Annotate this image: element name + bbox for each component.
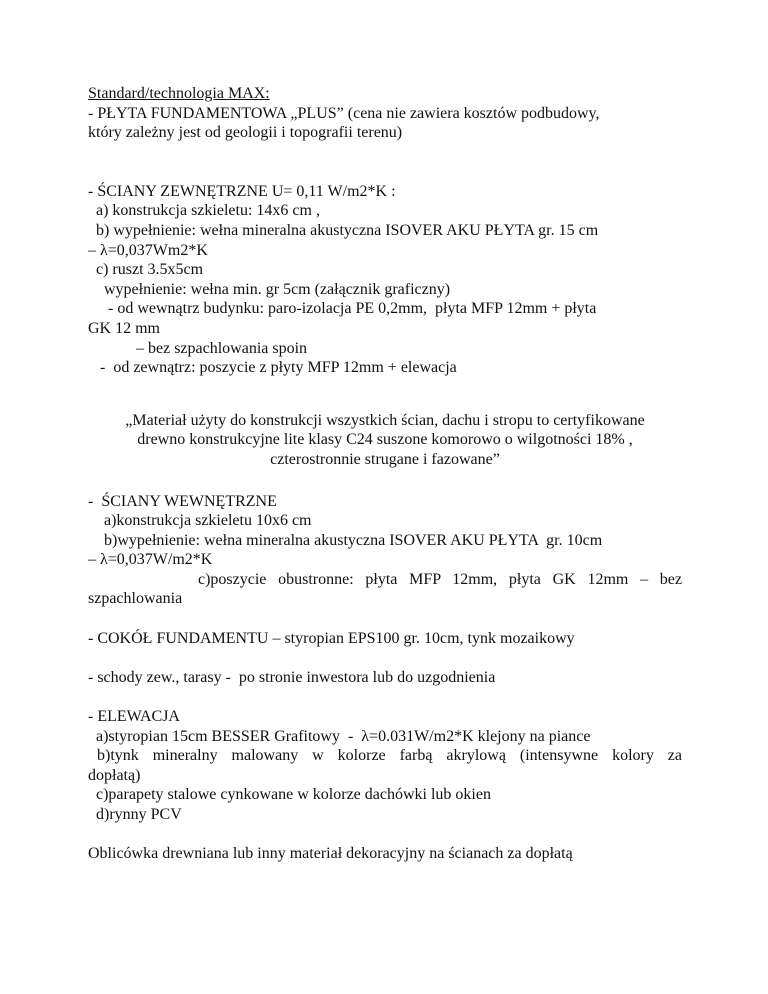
sciany-zew-inside-3: – bez szpachlowania spoin (88, 339, 308, 357)
sciany-zew-a: a) konstrukcja szkieletu: 14x6 cm , (88, 202, 320, 220)
sciany-wew-a: a)konstrukcja szkieletu 10x6 cm (88, 512, 312, 530)
elewacja-b1: b)tynk mineralny malowany w kolorze farbą akrylową (intensywne kolory za (97, 747, 682, 765)
elewacja-a: a)styropian 15cm BESSER Grafitowy - λ=0.031W/m2*K klejony na piance (88, 727, 591, 745)
spacer (88, 470, 682, 492)
sciany-zew-c: c) ruszt 3.5x5cm (88, 261, 204, 279)
sciany-zew-inside-2: GK 12 mm (88, 319, 160, 337)
sciany-wew-b2: – λ=0,037W/m2*K (88, 551, 213, 569)
spacer (88, 825, 682, 845)
elewacja-b2: dopłatą) (88, 766, 141, 784)
document-page (88, 84, 682, 864)
spacer (88, 378, 682, 411)
material-quote: „Materiał użyty do konstrukcji wszystkich ścian, dachu i stropu to certyfikowane drewno konstrukcyjne lite klasy C24 suszone komorowo o wilgotności 18% , czterostronnie strugane i fazowane” (125, 411, 645, 468)
cokol-line: - COKÓŁ FUNDAMENTU – styropian EPS100 gr. 10cm, tynk mozaikowy (88, 629, 575, 647)
plyta-line-2: który zależny jest od geologii i topografii terenu) (88, 124, 403, 142)
sciany-wew-c1: c)poszycie obustronne: płyta MFP 12mm, płyta GK 12mm – bez (198, 570, 682, 588)
sciany-zew-b2: – λ=0,037Wm2*K (88, 241, 208, 259)
sciany-zew-heading: - ŚCIANY ZEWNĘTRZNE U= 0,11 W/m2*K : (88, 182, 396, 200)
sciany-zew-inside-1: - od wewnątrz budynku: paro-izolacja PE 0,2mm, płyta MFP 12mm + płyta (88, 300, 597, 318)
spacer (88, 609, 682, 629)
spacer (88, 648, 682, 668)
spacer (88, 143, 682, 182)
sciany-zew-c-fill: wypełnienie: wełna min. gr 5cm (załącznik graficzny) (88, 280, 451, 298)
footer-note: Oblicówka drewniana lub inny materiał dekoracyjny na ścianach za dopłatą (88, 845, 573, 863)
sciany-zew-outside: - od zewnątrz: poszycie z płyty MFP 12mm + elewacja (88, 359, 457, 377)
elewacja-d: d)rynny PCV (88, 806, 182, 823)
document-title: Standard/technologia MAX: (88, 85, 270, 102)
elewacja-c: c)parapety stalowe cynkowane w kolorze dachówki lub okien (88, 786, 491, 804)
plyta-line-1: - PŁYTA FUNDAMENTOWA „PLUS” (cena nie zawiera kosztów podbudowy, (88, 104, 600, 122)
sciany-wew-b1: b)wypełnienie: wełna mineralna akustyczna ISOVER AKU PŁYTA gr. 10cm (88, 531, 603, 549)
sciany-wew-heading: - ŚCIANY WEWNĘTRZNE (88, 492, 277, 510)
sciany-zew-b1: b) wypełnienie: wełna mineralna akustyczna ISOVER AKU PŁYTA gr. 15 cm (88, 221, 599, 239)
sciany-wew-c2: szpachlowania (88, 590, 183, 608)
spacer (88, 687, 682, 707)
schody-line: - schody zew., tarasy - po stronie inwestora lub do uzgodnienia (88, 668, 496, 686)
elewacja-heading: - ELEWACJA (88, 708, 180, 726)
